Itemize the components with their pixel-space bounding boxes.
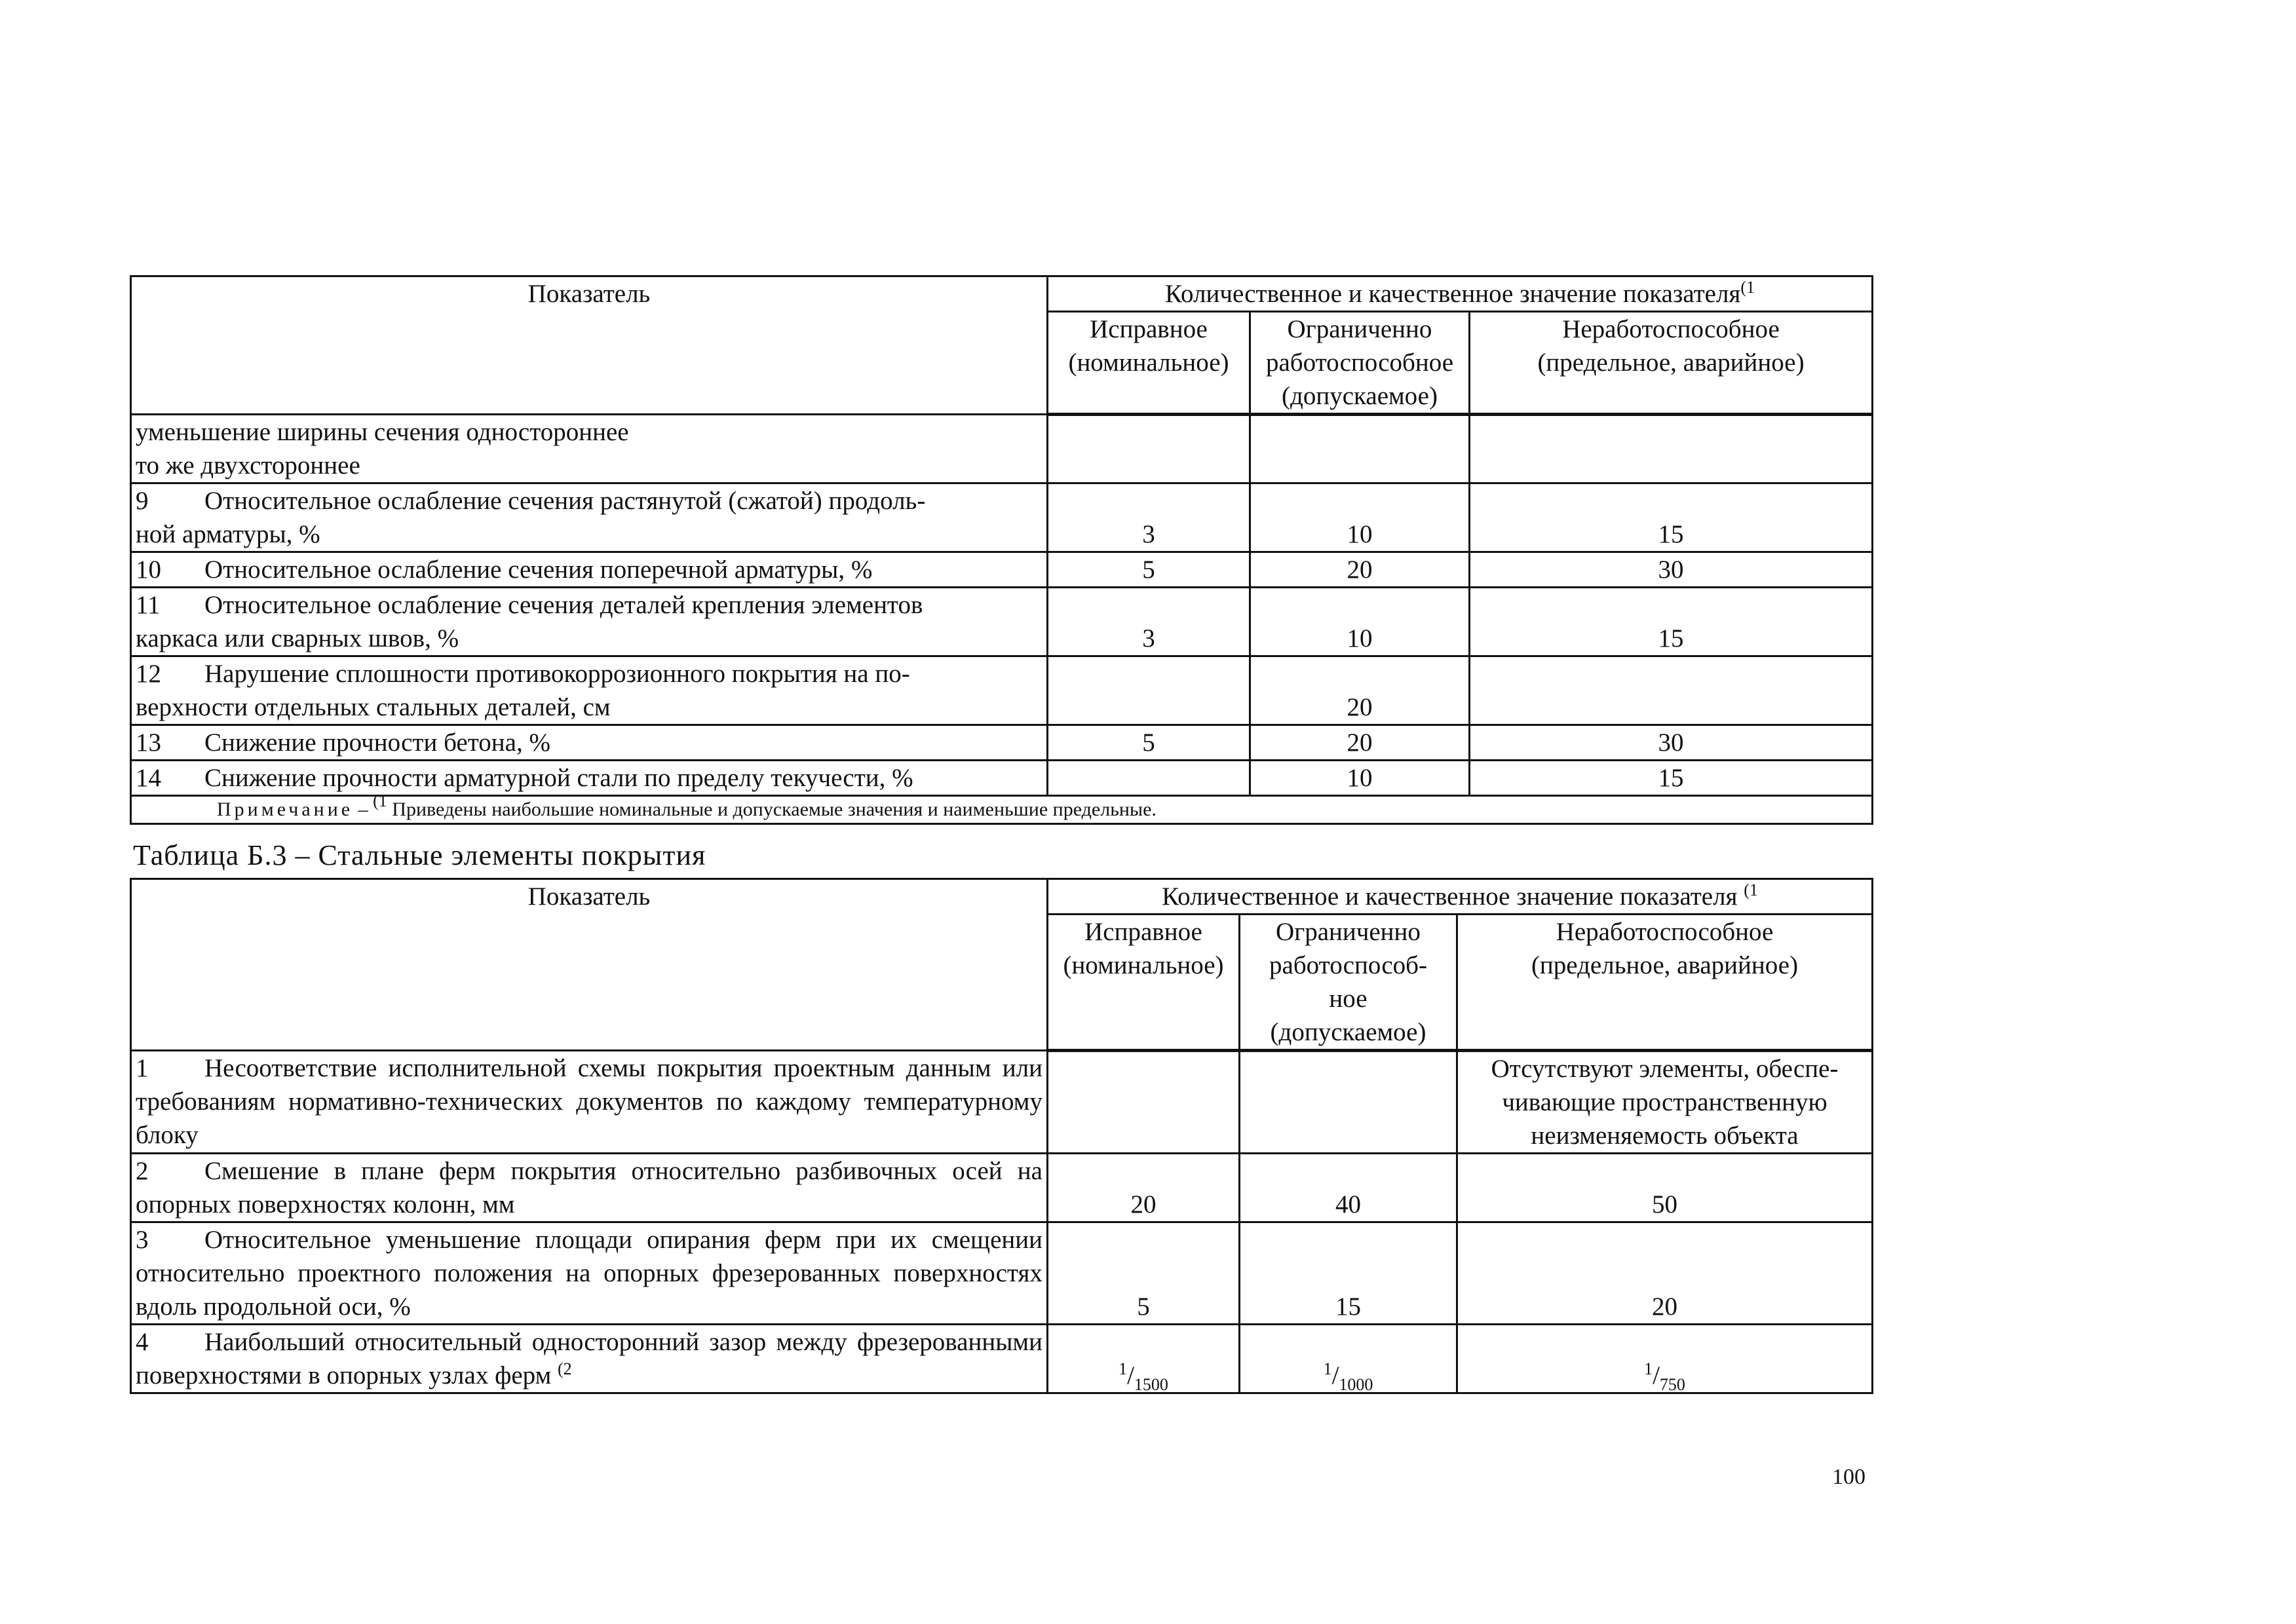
fraction-value: $^1/_{1500}$: [1048, 1325, 1240, 1393]
row-text: 1 Несоответствие исполнительной схемы покрытия проектным данным или требованиям нормативно-технических документов по каждому температурному блоку: [131, 1051, 1048, 1154]
row-text: 2 Смешение в плане ферм покрытия относительно разбивочных осей на опорных поверхностях колонн, мм: [131, 1154, 1048, 1222]
table-b2-continued: [130, 275, 1873, 825]
table-cell: 15: [1470, 483, 1873, 552]
header-inoperable: Неработоспособное (предельное, аварийное): [1470, 312, 1873, 415]
table-row: [131, 725, 1873, 761]
header-limited: Ограниченно работоспособное (допускаемое): [1250, 312, 1470, 415]
table-cell: 30: [1470, 552, 1873, 588]
table-row: [131, 1325, 1873, 1393]
table-cell: [1240, 1051, 1457, 1154]
table-cell: 20: [1457, 1222, 1873, 1325]
table-row: [131, 656, 1873, 725]
table-cell: 15: [1470, 761, 1873, 796]
table-cell: 5: [1048, 725, 1250, 761]
table-cell: [1048, 656, 1250, 725]
row-text: уменьшение ширины сечения одностороннее то же двухстороннее: [131, 415, 1048, 483]
table-cell: 50: [1457, 1154, 1873, 1222]
header-serviceable: Исправное (номинальное): [1048, 312, 1250, 415]
header-serviceable: Исправное (номинальное): [1048, 915, 1240, 1051]
table-cell: [1250, 415, 1470, 483]
table-row: [131, 761, 1873, 796]
table-row: [131, 1154, 1873, 1222]
table-cell: 15: [1470, 588, 1873, 656]
row-text: 3 Относительное уменьшение площади опирания ферм при их смещении относительно проектного положения на опорных фрезерованных поверхностях вдоль продольной оси, %: [131, 1222, 1048, 1325]
row-text: 14 Снижение прочности арматурной стали по пределу текучести, %: [131, 761, 1048, 796]
row-text: 10 Относительное ослабление сечения поперечной арматуры, %: [131, 552, 1048, 588]
table-cell: 20: [1250, 725, 1470, 761]
table-cell: 5: [1048, 1222, 1240, 1325]
table-cell: 10: [1250, 483, 1470, 552]
fraction-value: $^1/_{750}$: [1457, 1325, 1873, 1393]
header-value-group: Количественное и качественное значение показателя$^{(1}$: [1048, 276, 1873, 312]
table-row: [131, 552, 1873, 588]
table-cell: 30: [1470, 725, 1873, 761]
table-row: [131, 1222, 1873, 1325]
table-cell: 10: [1250, 588, 1470, 656]
header-value-group: Количественное и качественное значение показателя $^{(1}$: [1048, 879, 1873, 915]
table-cell: 20: [1250, 656, 1470, 725]
table-cell: 5: [1048, 552, 1250, 588]
row-value-inoperable: Отсутствуют элементы, обеспе- чивающие пространственную неизменяемость объекта: [1457, 1051, 1873, 1154]
row-text: 13 Снижение прочности бетона, %: [131, 725, 1048, 761]
table-cell: 3: [1048, 483, 1250, 552]
table-row: [131, 415, 1873, 483]
table-cell: [1470, 656, 1873, 725]
table-cell: 20: [1048, 1154, 1240, 1222]
table-row: [131, 588, 1873, 656]
table-caption: Таблица Б.3 – Стальные элементы покрытия: [133, 839, 706, 871]
header-indicator: Показатель: [131, 276, 1048, 415]
page-number: 100: [1832, 1465, 1866, 1489]
header-indicator: Показатель: [131, 879, 1048, 1051]
table-row: [131, 1051, 1873, 1154]
table-row: [131, 483, 1873, 552]
table-note: Примечание – $^{(1}$ Приведены наибольшие номинальные и допускаемые значения и наименьшие предельные.: [131, 796, 1873, 824]
table-cell: [1048, 1051, 1240, 1154]
row-text: 12 Нарушение сплошности противокоррозионного покрытия на по- верхности отдельных стальных деталей, см: [131, 656, 1048, 725]
header-limited: Ограниченно работоспособ- ное (допускаемое): [1240, 915, 1457, 1051]
table-cell: [1048, 761, 1250, 796]
table-cell: 10: [1250, 761, 1470, 796]
table-cell: 40: [1240, 1154, 1457, 1222]
table-note-row: [131, 796, 1873, 824]
table-cell: [1470, 415, 1873, 483]
header-inoperable: Неработоспособное (предельное, аварийное): [1457, 915, 1873, 1051]
row-text: 11 Относительное ослабление сечения деталей крепления элементов каркаса или сварных швов, %: [131, 588, 1048, 656]
table-cell: 15: [1240, 1222, 1457, 1325]
table-cell: 3: [1048, 588, 1250, 656]
row-text: 4 Наибольший относительный односторонний зазор между фрезерованными поверхностями в опорных узлах ферм $^{(2}$: [131, 1325, 1048, 1393]
table-b3: [130, 878, 1873, 1394]
table-cell: 20: [1250, 552, 1470, 588]
row-text: 9 Относительное ослабление сечения растянутой (сжатой) продоль- ной арматуры, %: [131, 483, 1048, 552]
table-cell: [1048, 415, 1250, 483]
fraction-value: $^1/_{1000}$: [1240, 1325, 1457, 1393]
